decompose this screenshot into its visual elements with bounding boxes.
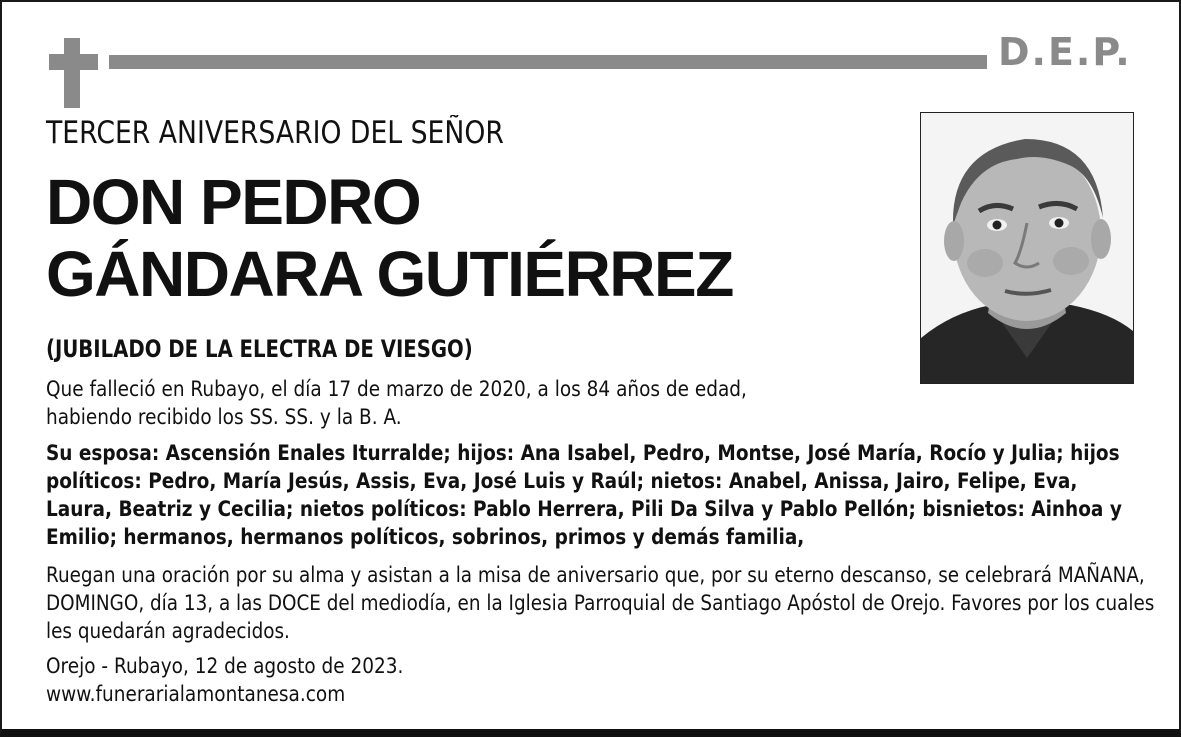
anniversary-subtitle: TERCER ANIVERSARIO DEL SEÑOR: [46, 115, 504, 151]
family-list: Su esposa: Ascensión Enales Iturralde; hijos: Ana Isabel, Pedro, Montse, José María, Rocío y Julia; hijos políticos: Pedro, María Jesús, Assis, Eva, José Luis y Raúl; nietos: Anabel, Anissa, Jairo, Felipe, Eva, Laura, Beatriz y Cecilia; nietos políticos: Pablo Herrera, Pili Da Silva y Pablo Pellón; bisnietos: Ainhoa y Emilio; hermanos, hermanos políticos, sobrinos, primos y demás familia,: [46, 441, 1122, 549]
name-line-2: GÁNDARA GUTIÉRREZ: [46, 238, 733, 310]
portrait-illustration: [921, 113, 1133, 383]
footer: [46, 652, 403, 708]
portrait-photo: [920, 112, 1134, 384]
death-line-1: Que falleció en Rubayo, el día 17 de marzo de 2020, a los 84 años de edad,: [46, 377, 747, 401]
death-details: [46, 375, 747, 431]
death-line-2: habiendo recibido los SS. SS. y la B. A.: [46, 405, 402, 429]
mass-announcement: Ruegan una oración por su alma y asistan a la misa de aniversario que, por su eterno descanso, se celebrará MAÑANA, DOMINGO, día 13, a las DOCE del mediodía, en la Iglesia Parroquial de Santiago Apóstol de Orejo. Favores por los cuales les quedarán agradecidos.: [46, 563, 1155, 643]
deceased-name: [46, 166, 733, 310]
website-link[interactable]: www.funerarialamontanesa.com: [46, 682, 346, 706]
occupation: (JUBILADO DE LA ELECTRA DE VIESGO): [46, 335, 473, 363]
header-rule: [109, 55, 987, 69]
cross-horizontal-bar: [49, 54, 98, 70]
dep-label: D.E.P.: [998, 30, 1132, 74]
cross-vertical-bar: [64, 38, 80, 108]
place-date: Orejo - Rubayo, 12 de agosto de 2023.: [46, 654, 404, 678]
name-line-1: DON PEDRO: [46, 166, 421, 238]
